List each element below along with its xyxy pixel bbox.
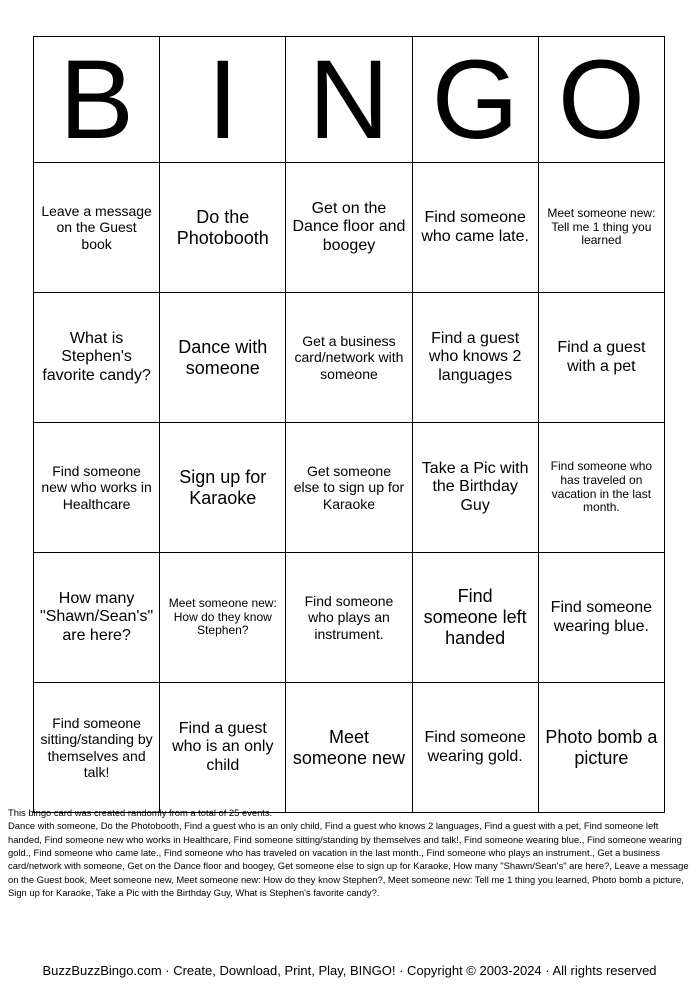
bingo-cell: Find someone new who works in Healthcare (34, 423, 160, 553)
bingo-row-3 (34, 423, 665, 553)
header-letter-o: O (538, 37, 664, 163)
bingo-cell: Sign up for Karaoke (160, 423, 286, 553)
site-footer: BuzzBuzzBingo.com · Create, Download, Print, Play, BINGO! · Copyright © 2003-2024 · All rights reserved (42, 963, 657, 978)
header-letter-b: B (34, 37, 160, 163)
bingo-cell: Find someone who came late. (412, 163, 538, 293)
card-info-event-list: Dance with someone, Do the Photobooth, Find a guest who is an only child, Find a guest who knows 2 languages, Find a guest with a pet, Find someone left handed, Find someone new who works in Healthcare, Find someone sitting/standing by themselves and talk!, Find someone wearing blue., Find someone wearing gold., Find someone who came late., Find someone who has traveled on vacation in the last month., Find someone who plays an instrument., Get a business card/network with someone, Get on the Dance floor and boogey, Get someone else to sign up for Karaoke, How many "Shawn/Sean's" are here?, Leave a message on the Guest book, Meet someone new, Meet someone new: How do they know Stephen?, Meet someone new: Tell me 1 thing you learned, Photo bomb a picture, Sign up for Karaoke, Take a Pic with the Birthday Guy, What is Stephen's favorite candy?. (8, 820, 689, 899)
bingo-cell: Find someone who plays an instrument. (286, 553, 412, 683)
bingo-header-row (34, 37, 665, 163)
bingo-row-5 (34, 683, 665, 813)
bingo-cell: Get on the Dance floor and boogey (286, 163, 412, 293)
header-letter-n: N (286, 37, 412, 163)
bingo-cell: Dance with someone (160, 293, 286, 423)
bingo-cell: Find someone who has traveled on vacation in the last month. (538, 423, 664, 553)
bingo-cell: Find a guest who knows 2 languages (412, 293, 538, 423)
bingo-cell: Leave a message on the Guest book (34, 163, 160, 293)
bingo-cell: What is Stephen's favorite candy? (34, 293, 160, 423)
bingo-row-2 (34, 293, 665, 423)
bingo-cell: Find a guest who is an only child (160, 683, 286, 813)
bingo-cell: Get someone else to sign up for Karaoke (286, 423, 412, 553)
bingo-cell: Find someone wearing gold. (412, 683, 538, 813)
card-info-summary: This bingo card was created randomly from a total of 25 events. (8, 807, 273, 818)
bingo-cell: Photo bomb a picture (538, 683, 664, 813)
bingo-cell: Meet someone new: How do they know Stephen? (160, 553, 286, 683)
bingo-cell: Find a guest with a pet (538, 293, 664, 423)
bingo-row-4 (34, 553, 665, 683)
bingo-row-1 (34, 163, 665, 293)
bingo-card (33, 36, 665, 813)
header-letter-g: G (412, 37, 538, 163)
bingo-cell: Get a business card/network with someone (286, 293, 412, 423)
bingo-cell: Meet someone new (286, 683, 412, 813)
bingo-cell: Do the Photobooth (160, 163, 286, 293)
bingo-cell: How many "Shawn/Sean's" are here? (34, 553, 160, 683)
bingo-cell: Find someone sitting/standing by themselves and talk! (34, 683, 160, 813)
header-letter-i: I (160, 37, 286, 163)
bingo-cell: Find someone wearing blue. (538, 553, 664, 683)
bingo-cell: Meet someone new: Tell me 1 thing you learned (538, 163, 664, 293)
bingo-cell: Find someone left handed (412, 553, 538, 683)
card-info (8, 806, 692, 899)
bingo-cell: Take a Pic with the Birthday Guy (412, 423, 538, 553)
